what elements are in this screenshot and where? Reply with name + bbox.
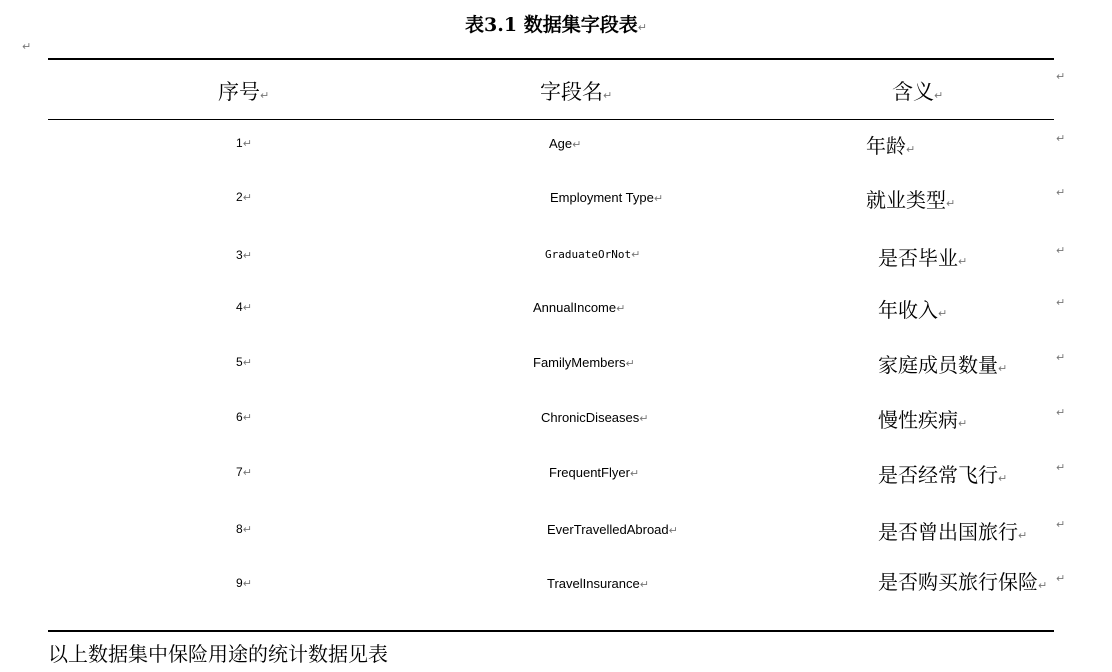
paragraph-mark: ↵: [603, 89, 613, 102]
table-row: [0, 570, 1112, 620]
cell-meaning: 是否曾出国旅行↵: [878, 520, 1028, 544]
table-row: [0, 406, 1112, 454]
cell-index: 2↵: [236, 190, 252, 204]
table-top-rule: [48, 58, 1054, 60]
cell-field: TravelInsurance↵: [547, 576, 649, 591]
cell-index: 8↵: [236, 522, 252, 536]
table-row: [0, 351, 1112, 399]
row-end-mark: ↵: [1056, 296, 1066, 309]
cell-meaning: 年龄↵: [866, 134, 916, 158]
header-index: [218, 76, 269, 106]
row-end-mark: ↵: [1056, 572, 1066, 585]
cell-index: 9↵: [236, 576, 252, 590]
table-caption: [0, 10, 1112, 37]
cell-index: 3↵: [236, 248, 252, 262]
cell-index: 1↵: [236, 136, 252, 150]
caption-text: 表3.1 数据集字段表: [465, 14, 638, 36]
row-end-mark: ↵: [1056, 518, 1066, 531]
paragraph-mark: ↵: [637, 21, 647, 34]
cell-index: 6↵: [236, 410, 252, 424]
row-end-mark: ↵: [1056, 461, 1066, 474]
row-end-mark: ↵: [1056, 186, 1066, 199]
header-field: [540, 76, 612, 106]
cell-meaning: 是否毕业↵: [878, 246, 968, 270]
cell-meaning: 是否经常飞行↵: [878, 463, 1008, 487]
row-end-mark: ↵: [1056, 244, 1066, 257]
paragraph-mark: ↵: [22, 40, 32, 53]
header-meaning: [892, 76, 943, 106]
cell-meaning: 就业类型↵: [866, 188, 956, 212]
cell-meaning: 慢性疾病↵: [878, 408, 968, 432]
header-field-label: 字段名: [540, 80, 603, 104]
cell-field: EverTravelledAbroad↵: [547, 522, 678, 537]
cell-index: 7↵: [236, 465, 252, 479]
paragraph-mark: ↵: [260, 89, 270, 102]
table-row: [0, 244, 1112, 292]
header-meaning-label: 含义: [892, 80, 934, 104]
table-row: [0, 461, 1112, 509]
cell-field: ChronicDiseases↵: [541, 410, 649, 425]
row-end-mark: ↵: [1056, 351, 1066, 364]
cell-field: Employment Type↵: [550, 190, 664, 205]
table-header-rule: [48, 119, 1054, 120]
cell-field: FrequentFlyer↵: [549, 465, 640, 480]
table-row: [0, 186, 1112, 234]
cell-field: FamilyMembers↵: [533, 355, 635, 370]
cell-field: AnnualIncome↵: [533, 300, 626, 315]
table-row: [0, 518, 1112, 566]
table-row: [0, 296, 1112, 344]
following-paragraph: 以上数据集中保险用途的统计数据见表: [48, 642, 388, 666]
cell-meaning: 是否购买旅行保险↵: [878, 570, 1048, 594]
table-row: [0, 132, 1112, 180]
cell-field: GraduateOrNot↵: [545, 248, 641, 261]
table-bottom-rule: [48, 630, 1054, 632]
cell-meaning: 家庭成员数量↵: [878, 353, 1008, 377]
header-index-label: 序号: [218, 80, 260, 104]
cell-field: Age↵: [549, 136, 582, 151]
row-end-mark: ↵: [1056, 132, 1066, 145]
cell-index: 4↵: [236, 300, 252, 314]
paragraph-mark: ↵: [934, 89, 944, 102]
row-end-mark: ↵: [1056, 70, 1066, 83]
cell-index: 5↵: [236, 355, 252, 369]
row-end-mark: ↵: [1056, 406, 1066, 419]
cell-meaning: 年收入↵: [878, 298, 948, 322]
